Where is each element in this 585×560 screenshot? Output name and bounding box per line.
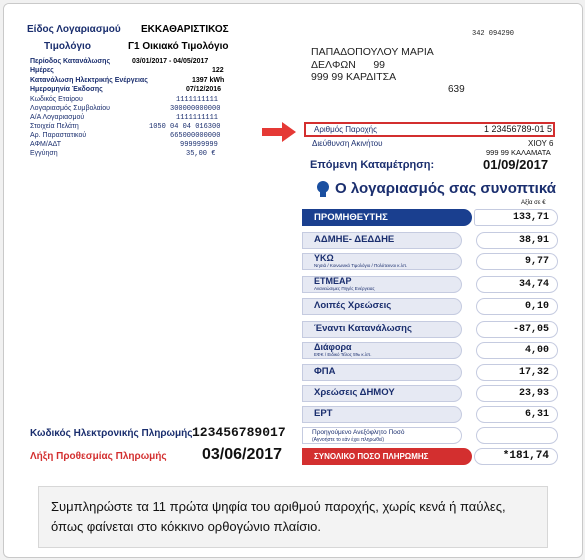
summary-row-sub: ΕΦΚ / Ειδικό Τέλος 5‰ κ.λπ. <box>314 352 372 357</box>
lightbulb-icon <box>316 180 330 200</box>
summary-row-value: 0,10 <box>476 298 558 315</box>
info-value: 665000000000 <box>170 132 221 140</box>
summary-row-value: 38,91 <box>476 232 558 249</box>
summary-row-label: Έναντι Κατανάλωσης <box>314 323 412 334</box>
summary-row <box>302 406 558 423</box>
previous-unpaid-row <box>302 427 558 444</box>
payment-deadline-value: 03/06/2017 <box>202 446 283 463</box>
summary-row-label: ΦΠΑ <box>314 366 336 377</box>
summary-row-label: ΠΡΟΜΗΘΕΥΤΗΣ <box>314 212 388 223</box>
amount-header: Αξία σε € <box>521 200 546 206</box>
info-value: 07/12/2016 <box>186 86 222 93</box>
summary-row <box>302 342 558 359</box>
summary-row-value: 9,77 <box>476 253 558 270</box>
supply-number-label: Αριθμός Παροχής <box>314 125 377 134</box>
info-value: 300000000000 <box>170 105 221 113</box>
info-label: Αρ. Παραστατικού <box>30 132 87 139</box>
summary-row-label: ΕΡΤ <box>314 408 333 419</box>
info-label: Ημερομηνία Έκδοσης <box>30 86 103 93</box>
info-value: 122 <box>212 67 224 74</box>
summary-row-sub: Νησιά / Κοινωνικό Τιμολόγιο / Πολύτεκνοι κ.λπ. <box>314 263 408 268</box>
summary-row <box>302 209 558 226</box>
summary-row-value: 17,32 <box>476 364 558 381</box>
info-value: 999999999 <box>180 141 218 149</box>
tariff-value: Γ1 Οικιακό Τιμολόγιο <box>128 41 229 52</box>
summary-row-label: Χρεώσεις ΔΗΜΟΥ <box>314 387 395 398</box>
summary-title: Ο λογαριασμός σας συνοπτικά <box>335 180 556 197</box>
info-label: Κατανάλωση Ηλεκτρικής Ενέργειας <box>30 77 148 84</box>
summary-row <box>302 276 558 293</box>
customer-name: ΠΑΠΑΔΟΠΟΥΛΟΥ ΜΑΡΙΑ <box>311 46 434 58</box>
next-reading-value: 01/09/2017 <box>483 157 549 172</box>
property-address-line2: 999 99 ΚΑΛΑΜΑΤΑ <box>486 148 551 157</box>
summary-row-value: 6,31 <box>476 406 558 423</box>
summary-row <box>302 364 558 381</box>
property-address-line1: ΧΙΟΥ 6 <box>528 139 554 148</box>
next-reading-label: Επόμενη Καταμέτρηση: <box>310 159 435 171</box>
customer-city: 999 99 ΚΑΡΔΙΤΣΑ <box>311 71 397 83</box>
payment-code-value: 123456789017 <box>192 425 286 440</box>
summary-row-label: Διάφορα <box>314 342 352 352</box>
info-label: Εγγύηση <box>30 150 58 157</box>
summary-row-value: 133,71 <box>474 209 558 226</box>
customer-code: 639 <box>448 84 465 95</box>
summary-row-value: 23,93 <box>476 385 558 402</box>
summary-row <box>302 232 558 249</box>
info-value: 1111111111 <box>176 96 219 104</box>
total-row <box>302 448 558 465</box>
previous-unpaid-value <box>476 427 558 444</box>
info-value: 35,00 € <box>186 150 216 158</box>
info-label: Ημέρες <box>30 67 54 74</box>
payment-deadline-label: Λήξη Προθεσμίας Πληρωμής <box>30 451 167 462</box>
supply-number-value: 1 23456789-01 5 <box>484 124 553 134</box>
info-value: 1050 04 04 016300 <box>149 123 221 131</box>
instruction-text: Συμπληρώστε τα 11 πρώτα ψηφία του αριθμού παροχής, χωρίς κενά ή παύλες, όπως φαίνεται στο κόκκινο ορθογώνιο πλαίσιο. <box>51 499 506 534</box>
top-code: 342 094290 <box>472 30 515 38</box>
info-label: Περίοδος Κατανάλωσης <box>30 58 111 65</box>
property-address-label: Διεύθυνση Ακινήτου <box>312 139 383 148</box>
info-label: Κωδικός Εταίρου <box>30 96 83 103</box>
summary-row-sub: Ανανεώσιμες Πηγές Ενέργειας <box>314 286 375 291</box>
info-label: ΑΦΜ/ΑΔΤ <box>30 141 62 148</box>
previous-unpaid-sub: (Αγνοήστε το εάν έχει πληρωθεί) <box>312 437 385 443</box>
summary-row <box>302 385 558 402</box>
account-type-value: ΕΚΚΑΘΑΡΙΣΤΙΚΟΣ <box>141 24 229 35</box>
summary-row-value: 4,00 <box>476 342 558 359</box>
total-label: ΣΥΝΟΛΙΚΟ ΠΟΣΟ ΠΛΗΡΩΜΗΣ <box>314 452 429 461</box>
bill-image <box>4 4 582 476</box>
bill-frame <box>3 3 583 558</box>
info-label: Λογαριασμός Συμβολαίου <box>30 105 110 112</box>
customer-street: ΔΕΛΦΩΝ 99 <box>311 59 386 71</box>
summary-row-label: ΥΚΩ <box>314 253 334 263</box>
previous-unpaid-label: Προηγούμενο Ανεξόφλητο Ποσό <box>312 429 405 436</box>
summary-row <box>302 253 558 270</box>
payment-code-label: Κωδικός Ηλεκτρονικής Πληρωμής <box>30 428 193 439</box>
summary-row-label: Λοιπές Χρεώσεις <box>314 300 392 311</box>
summary-row <box>302 321 558 338</box>
summary-row-label: ΑΔΜΗΕ- ΔΕΔΔΗΕ <box>314 234 395 245</box>
red-arrow-icon <box>262 122 296 142</box>
account-type-label: Είδος Λογαριασμού <box>27 24 121 35</box>
info-value: 03/01/2017 - 04/05/2017 <box>132 58 209 65</box>
info-label: Α/Α Λογαριασμού <box>30 114 85 121</box>
instruction-box <box>38 486 548 548</box>
summary-row-value: 34,74 <box>476 276 558 293</box>
info-value: 1397 kWh <box>192 77 225 84</box>
summary-row-value: -87,05 <box>476 321 558 338</box>
info-value: 1111111111 <box>176 114 219 122</box>
total-value: *181,74 <box>474 448 558 465</box>
summary-row-label: ΕΤΜΕΑΡ <box>314 276 352 286</box>
summary-row <box>302 298 558 315</box>
info-label: Στοιχεία Πελάτη <box>30 123 79 130</box>
tariff-label: Τιμολόγιο <box>44 41 91 52</box>
